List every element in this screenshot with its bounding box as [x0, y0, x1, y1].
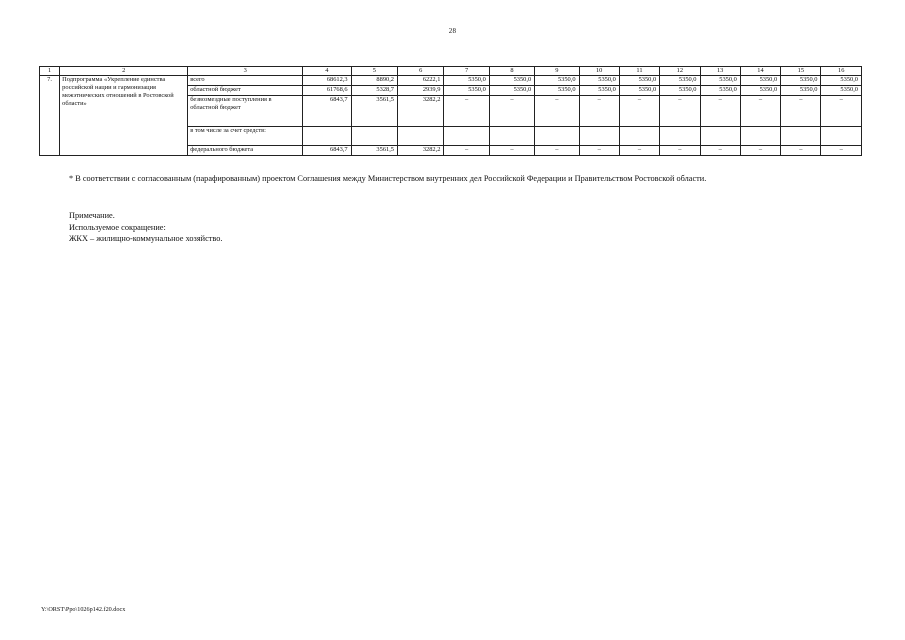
table-cell [700, 127, 740, 146]
table-cell [781, 127, 821, 146]
row-label: в том числе за счет средств: [188, 127, 303, 146]
file-path: Y:\ORST\Ppo\1026p142.f20.docx [41, 606, 126, 613]
table-row [40, 76, 862, 86]
table-cell: 5350,0 [489, 86, 534, 96]
table-cell: – [781, 96, 821, 127]
table-cell: 5350,0 [821, 86, 862, 96]
column-header: 16 [821, 67, 862, 76]
table-cell: – [619, 96, 659, 127]
column-header: 6 [398, 67, 444, 76]
table-cell: 2939,9 [398, 86, 444, 96]
column-header: 3 [188, 67, 303, 76]
row-label: всего [188, 76, 303, 86]
table-cell: – [579, 146, 619, 156]
table-cell [821, 127, 862, 146]
table-cell: – [700, 146, 740, 156]
table-cell: 6222,1 [398, 76, 444, 86]
table-cell: 5350,0 [619, 86, 659, 96]
table-cell: – [619, 146, 659, 156]
table-cell: 3282,2 [398, 96, 444, 127]
note-title: Примечание. [69, 211, 115, 220]
note-abbrev-intro: Используемое сокращение: [69, 222, 166, 232]
table-cell: 5350,0 [444, 76, 489, 86]
table-cell: 5350,0 [740, 86, 780, 96]
table-cell: – [444, 146, 489, 156]
table-cell: 5350,0 [619, 76, 659, 86]
column-header: 4 [303, 67, 351, 76]
table-cell: 5350,0 [579, 86, 619, 96]
table-cell [619, 127, 659, 146]
table-cell: 5350,0 [660, 86, 700, 96]
table-cell: 5350,0 [700, 86, 740, 96]
table-cell [303, 127, 351, 146]
table-cell: – [579, 96, 619, 127]
table-cell: 3561,5 [351, 96, 397, 127]
table-cell: – [489, 96, 534, 127]
table-cell: 5350,0 [740, 76, 780, 86]
table-cell: 5350,0 [660, 76, 700, 86]
table-header-row [40, 67, 862, 76]
table-cell: 5350,0 [444, 86, 489, 96]
column-header: 11 [619, 67, 659, 76]
page-number: 28 [448, 27, 457, 35]
footnote: * В соответствии с согласованным (парафированным) проектом Соглашения между Министерством внутренних дел Российской Федерации и Правительством Ростовской области. [69, 174, 707, 183]
table-cell: 5350,0 [535, 86, 579, 96]
table-cell: 5350,0 [489, 76, 534, 86]
table-cell: – [740, 146, 780, 156]
table-cell: – [660, 96, 700, 127]
row-label: безвозмездные поступления в областной бюджет [188, 96, 303, 127]
row-label: федерального бюджета [188, 146, 303, 156]
table-cell: 6843,7 [303, 146, 351, 156]
table-cell: 6843,7 [303, 96, 351, 127]
table-cell: 5350,0 [700, 76, 740, 86]
note-block [69, 210, 222, 245]
column-header: 7 [444, 67, 489, 76]
table-cell: 5350,0 [535, 76, 579, 86]
table-cell: – [535, 96, 579, 127]
program-name: Подпрограмма «Укрепление единства российской нации и гармонизация межэтнических отношений в Ростовской области» [60, 76, 188, 156]
table-cell: 5350,0 [781, 76, 821, 86]
table-cell: 5328,7 [351, 86, 397, 96]
table-cell [535, 127, 579, 146]
column-header: 8 [489, 67, 534, 76]
column-header: 1 [40, 67, 60, 76]
table-cell: 5350,0 [821, 76, 862, 86]
table-cell: 5350,0 [781, 86, 821, 96]
table-cell: – [781, 146, 821, 156]
column-header: 15 [781, 67, 821, 76]
column-header: 9 [535, 67, 579, 76]
table-cell [351, 127, 397, 146]
column-header: 13 [700, 67, 740, 76]
column-header: 14 [740, 67, 780, 76]
column-header: 10 [579, 67, 619, 76]
table-cell [660, 127, 700, 146]
table-cell: 3282,2 [398, 146, 444, 156]
table-cell [398, 127, 444, 146]
table-cell: 5350,0 [579, 76, 619, 86]
table-cell: 68612,3 [303, 76, 351, 86]
table-cell [489, 127, 534, 146]
row-label: областной бюджет [188, 86, 303, 96]
table-cell: – [660, 146, 700, 156]
table-cell: 8890,2 [351, 76, 397, 86]
table-cell: – [821, 146, 862, 156]
table-cell: – [489, 146, 534, 156]
column-header: 12 [660, 67, 700, 76]
note-abbrev: ЖКХ – жилищно-коммунальное хозяйство. [69, 234, 223, 243]
table-cell [579, 127, 619, 146]
column-header: 2 [60, 67, 188, 76]
table-cell: – [535, 146, 579, 156]
row-number: 7. [40, 76, 60, 156]
table-cell: 3561,5 [351, 146, 397, 156]
table-cell: – [444, 96, 489, 127]
table-cell [444, 127, 489, 146]
table-cell: – [821, 96, 862, 127]
table-cell: – [740, 96, 780, 127]
budget-table [39, 66, 862, 156]
column-header: 5 [351, 67, 397, 76]
table-cell: 61768,6 [303, 86, 351, 96]
table-cell [740, 127, 780, 146]
table-cell: – [700, 96, 740, 127]
